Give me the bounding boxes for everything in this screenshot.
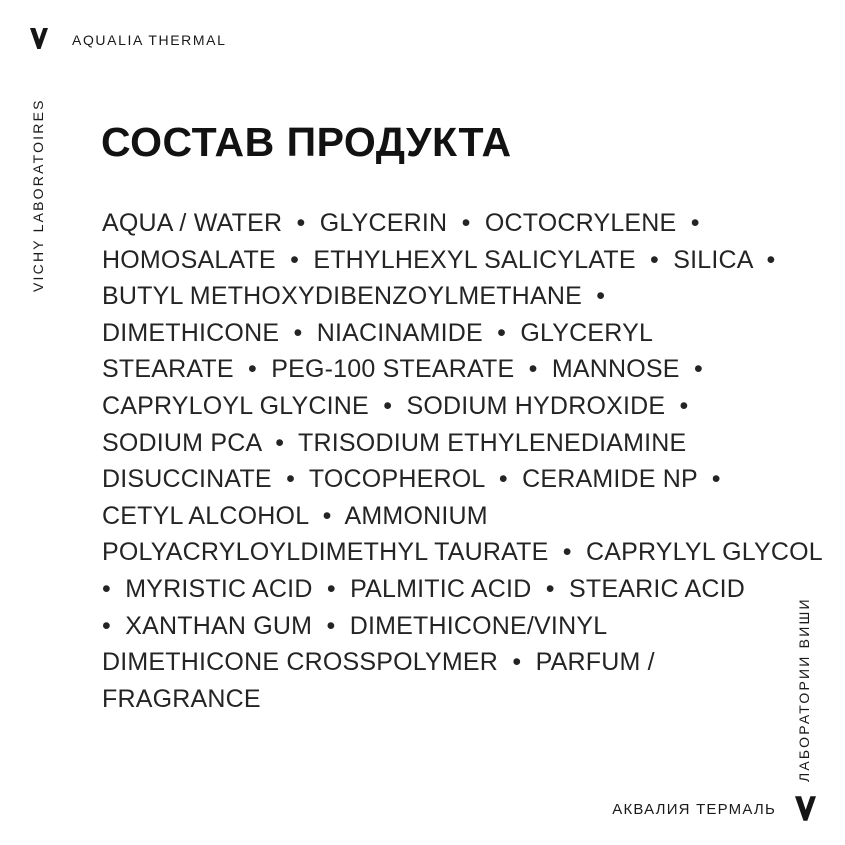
page-title: СОСТАВ ПРОДУКТА: [101, 119, 512, 165]
ingredients-line: DISUCCINATE • TOCOPHEROL • CERAMIDE NP •: [102, 465, 721, 494]
range-label-top: AQUALIA THERMAL: [72, 31, 227, 48]
ingredients-line: FRAGRANCE: [102, 684, 261, 713]
brand-header: [30, 25, 226, 52]
ingredients-line: SODIUM PCA • TRISODIUM ETHYLENEDIAMINE: [102, 428, 687, 457]
ingredients-line: POLYACRYLOYLDIMETHYL TAURATE • CAPRYLYL GLYCOL: [102, 538, 823, 567]
brand-footer: [612, 796, 816, 821]
ingredients-line: CETYL ALCOHOL • AMMONIUM: [102, 501, 488, 530]
ingredients-line: DIMETHICONE CROSSPOLYMER • PARFUM /: [102, 648, 655, 677]
ingredients-line: CAPRYLOYL GLYCINE • SODIUM HYDROXIDE •: [102, 391, 689, 420]
ingredients-line: DIMETHICONE • NIACINAMIDE • GLYCERYL: [102, 318, 654, 347]
vichy-v-logo: [795, 796, 816, 821]
ingredients-line: • XANTHAN GUM • DIMETHICONE/VINYL: [102, 611, 608, 640]
ingredients-line: HOMOSALATE • ETHYLHEXYL SALICYLATE • SILICA •: [102, 245, 776, 274]
ingredients-line: AQUA / WATER • GLYCERIN • OCTOCRYLENE •: [102, 209, 700, 237]
vichy-v-logo: [30, 25, 48, 52]
right-rail-brand-label: ЛАБОРАТОРИИ ВИШИ: [796, 597, 812, 782]
ingredients-line: BUTYL METHOXYDIBENZOYLMETHANE •: [102, 282, 606, 311]
left-rail-brand-label: VICHY LABORATOIRES: [30, 98, 46, 292]
range-label-bottom: АКВАЛИЯ ТЕРМАЛЬ: [612, 801, 776, 818]
ingredients-line: • MYRISTIC ACID • PALMITIC ACID • STEARIC ACID: [102, 574, 746, 603]
ingredients-line: STEARATE • PEG-100 STEARATE • MANNOSE •: [102, 355, 703, 384]
